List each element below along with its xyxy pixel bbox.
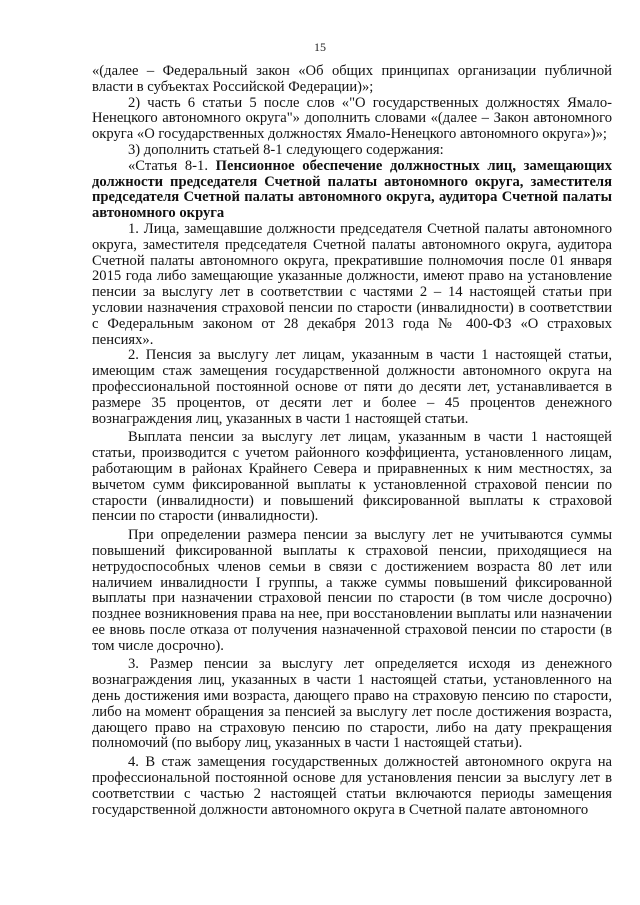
paragraph-federal-law-reference: «(далее – Федеральный закон «Об общих принципах организации публичной власти в субъектах Российской Федерации)»; — [92, 63, 612, 95]
article-part-2-calculation: При определении размера пенсии за выслугу лет не учитываются суммы повышений фиксированной выплаты к страховой пенсии, приходящиеся на нетрудоспособных членов семьи в связи с достижением возраста 80 лет или наличием инвалидности I группы, а также суммы повышений фиксированной выплаты при назначении страховой пенсии по старости (в том числе досрочно) позднее возникновения права на нее, при восстановлении выплаты или назначении ее вновь после отказа от получения назначенной страховой пенсии по старости (в том числе досрочно). — [92, 527, 612, 654]
paragraph-item-3: 3) дополнить статьей 8-1 следующего содержания: — [128, 141, 444, 158]
paragraph-item-2: 2) часть 6 статьи 5 после слов «"О государственных должностях Ямало-Ненецкого автономного округа"» дополнить словами «(далее – Закон автономного округа «О государственных должностях Ямало-Ненецкого автономного округа»)»; — [92, 94, 612, 143]
article-part-1: 1. Лица, замещавшие должности председателя Счетной палаты автономного округа, заместителя председателя Счетной палаты автономного округа, аудитора Счетной палаты автономного округа, прекратившие полномочия после 01 января 2015 года либо замещающие указанные должности, имеют право на установление пенсии за выслугу лет в соответствии с частями 2 – 14 настоящей статьи при условии назначения страховой пенсии по старости (инвалидности) в соответствии с Федеральным законом от 28 декабря 2013 года № 400-ФЗ «О страховых пенсиях». — [92, 220, 612, 348]
article-prefix: «Статья 8-1. — [128, 157, 216, 174]
page-number: 15 — [314, 40, 326, 54]
article-part-2-payment: Выплата пенсии за выслугу лет лицам, указанным в части 1 настоящей статьи, производится с учетом районного коэффициента, установленного лицам, работающим в районах Крайнего Севера и приравненных к ним местностях, за вычетом сумм фиксированной выплаты к установленной страховой пенсии по старости (инвалидности) и повышений фиксированной выплаты к страховой пенсии по старости (инвалидности). — [92, 429, 612, 525]
article-heading — [92, 159, 612, 222]
article-part-4: 4. В стаж замещения государственных должностей автономного округа на профессиональной постоянной основе для установления пенсии за выслугу лет в соответствии с частью 2 настоящей статьи включаются периоды замещения государственной должности автономного округа в Счетной палате автономного — [92, 754, 612, 818]
article-title: Пенсионное обеспечение должностных лиц, замещающих должности председателя Счетной палаты автономного округа, заместителя председателя Счетной палаты автономного округа, аудитора Счетной палаты автономного округа — [92, 157, 612, 222]
document-body — [92, 64, 612, 818]
article-part-2: 2. Пенсия за выслугу лет лицам, указанным в части 1 настоящей статьи, имеющим стаж замещения государственной должности автономного округа на профессиональной постоянной основе от пяти до десяти лет, устанавливается в размере 35 процентов, от десяти лет и более – 45 процентов денежного вознаграждения лиц, указанных в части 1 настоящей статьи. — [92, 347, 612, 427]
article-part-3: 3. Размер пенсии за выслугу лет определяется исходя из денежного вознаграждения лиц, указанных в части 1 настоящей статьи, установленного на день достижения ими возраста, дающего право на страховую пенсию по старости, либо на момент обращения за пенсией за выслугу лет после достижения возраста, дающего право на страховую пенсию по старости, либо на дату прекращения полномочий (по выбору лиц, указанных в части 1 настоящей статьи). — [92, 656, 612, 752]
